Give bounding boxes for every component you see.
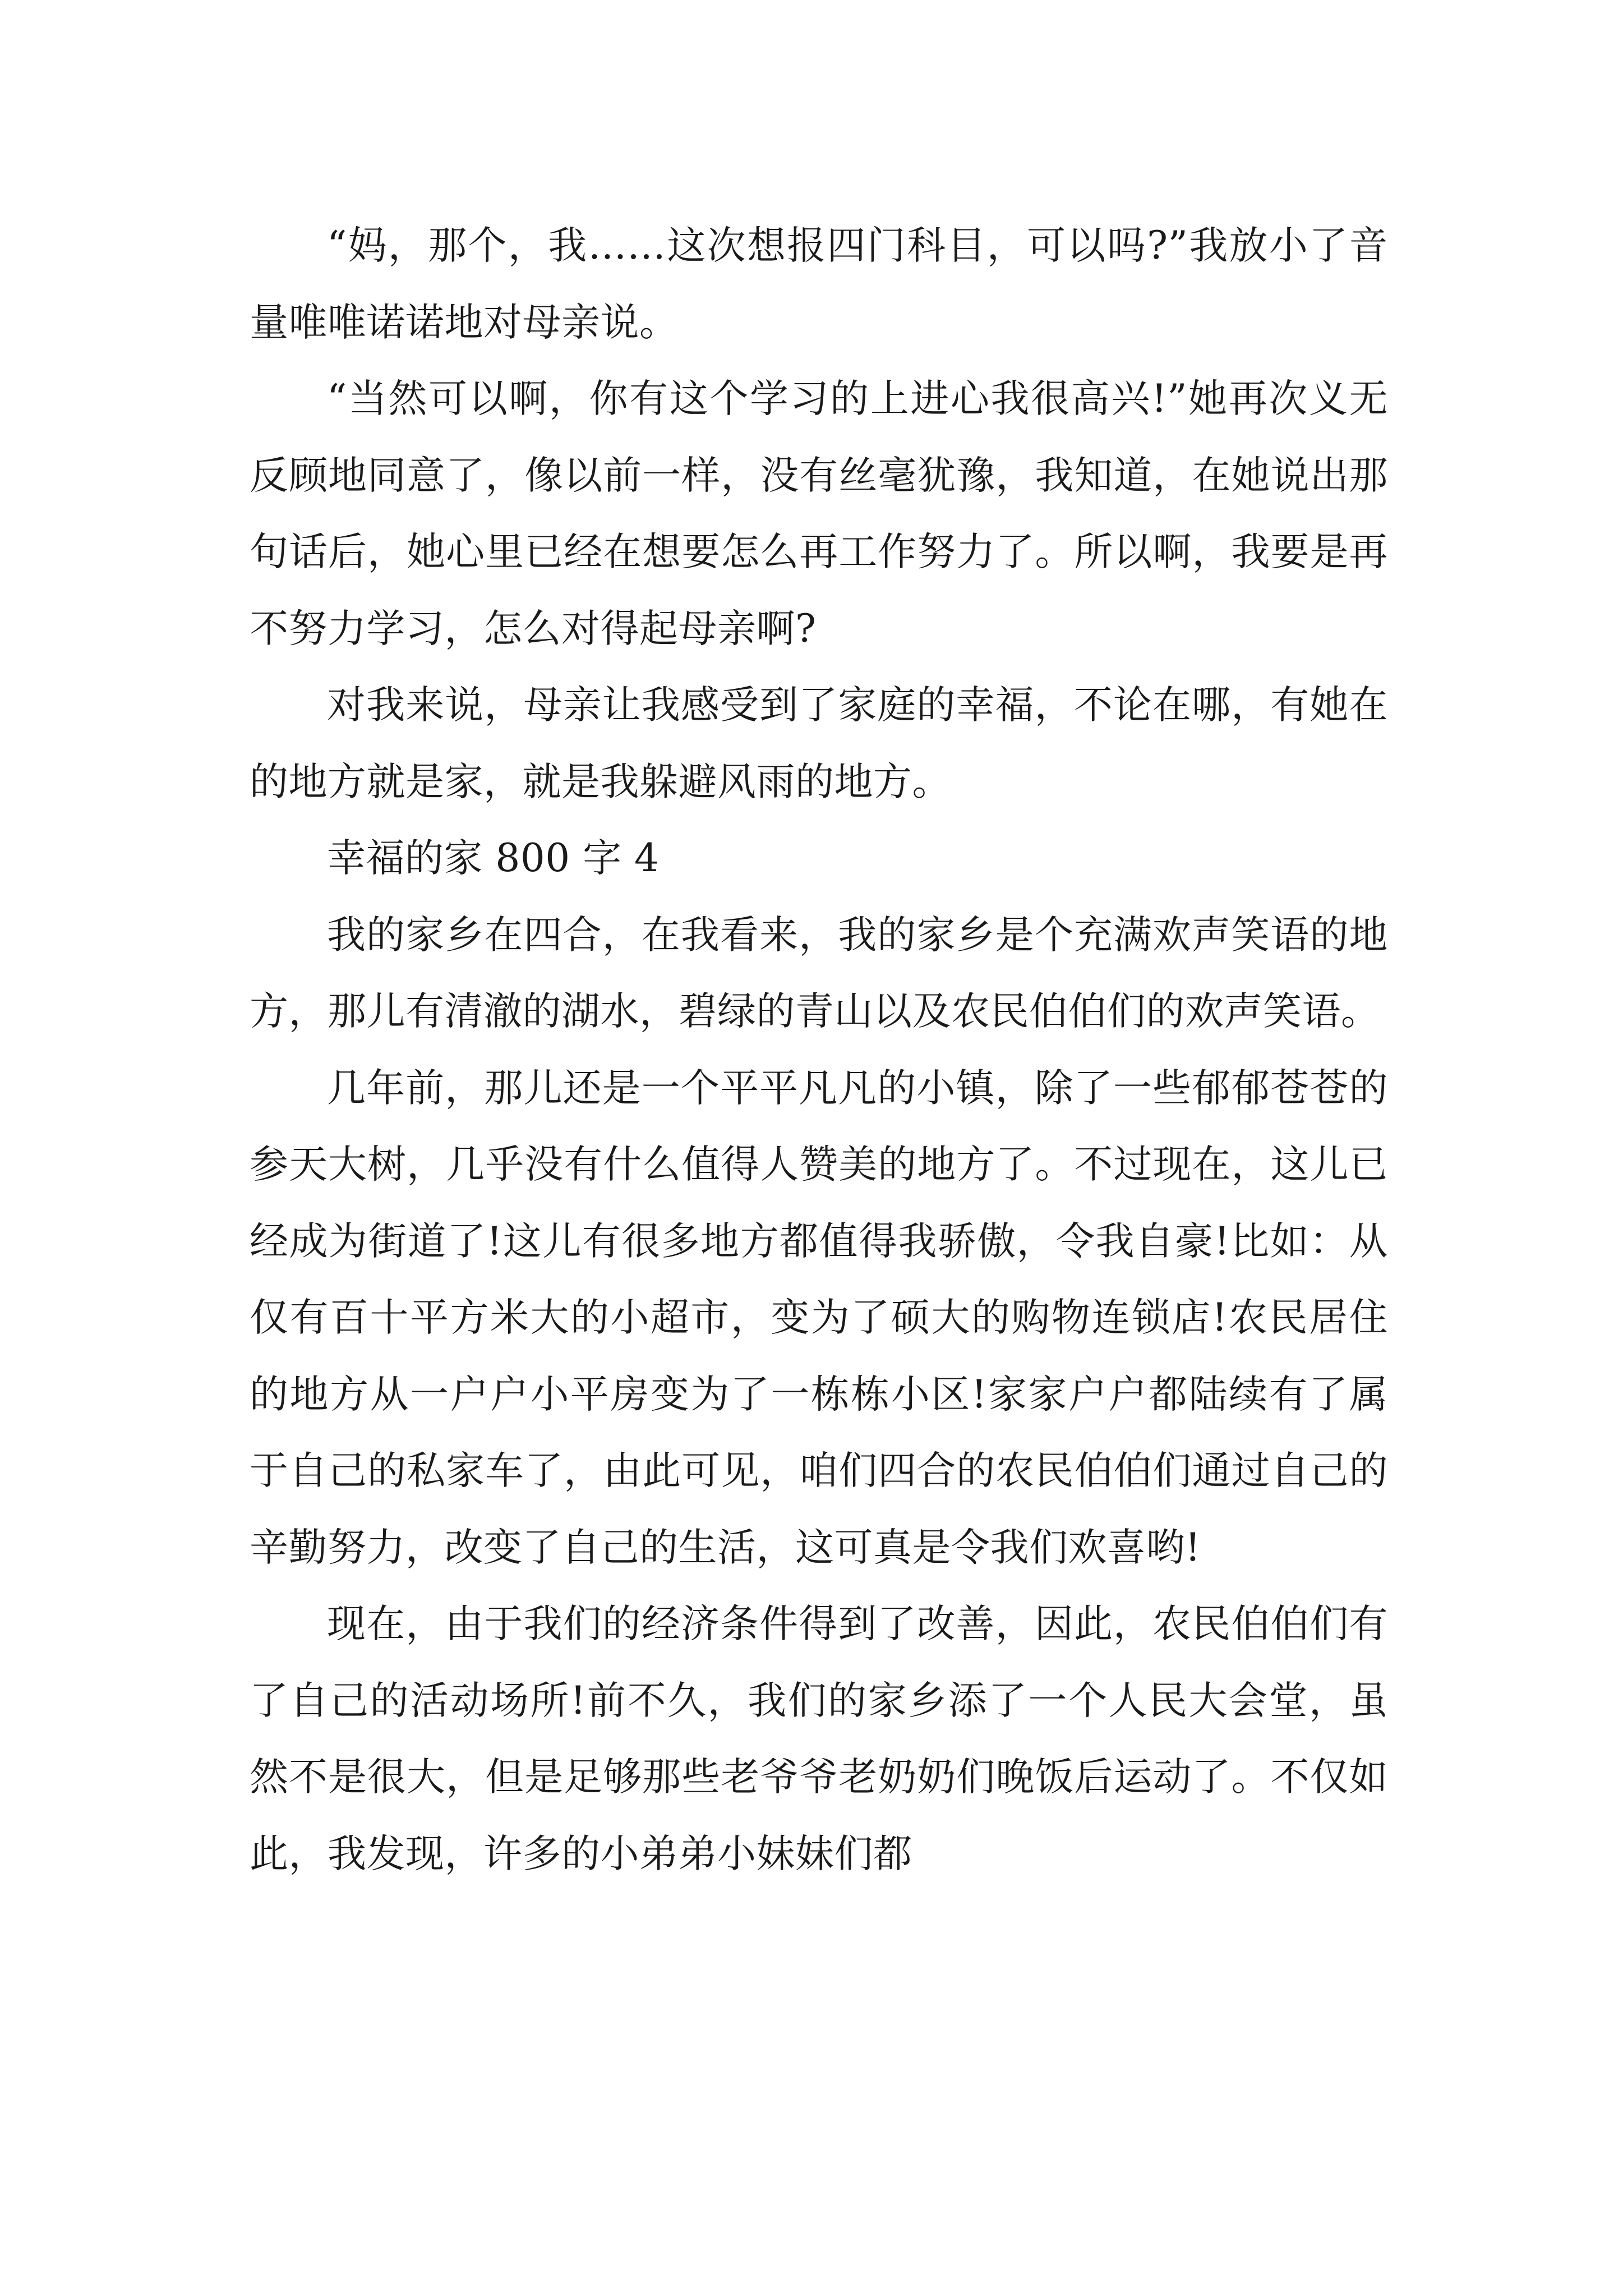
document-body <box>250 208 1388 1892</box>
paragraph: 几年前，那儿还是一个平平凡凡的小镇，除了一些郁郁苍苍的参天大树，几乎没有什么值得人赞美的地方了。不过现在，这儿已经成为街道了!这儿有很多地方都值得我骄傲，令我自豪!比如：从仅有百十平方米大的小超市，变为了硕大的购物连锁店!农民居住的地方从一户户小平房变为了一栋栋小区!家家户户都陆续有了属于自己的私家车了，由此可见，咱们四合的农民伯伯们通过自己的辛勤努力，改变了自己的生活，这可真是令我们欢喜哟! <box>250 1065 1388 1570</box>
paragraph: 我的家乡在四合，在我看来，我的家乡是个充满欢声笑语的地方，那儿有清澈的湖水，碧绿的青山以及农民伯伯们的欢声笑语。 <box>250 912 1388 1034</box>
paragraph: “当然可以啊，你有这个学习的上进心我很高兴!”她再次义无反顾地同意了，像以前一样，没有丝毫犹豫，我知道，在她说出那句话后，她心里已经在想要怎么再工作努力了。所以啊，我要是再不努力学习，怎么对得起母亲啊? <box>250 376 1388 651</box>
paragraph: 现在，由于我们的经济条件得到了改善，因此，农民伯伯们有了自己的活动场所!前不久，我们的家乡添了一个人民大会堂，虽然不是很大，但是足够那些老爷爷老奶奶们晚饭后运动了。不仅如此，我发现，许多的小弟弟小妹妹们都 <box>250 1602 1388 1876</box>
paragraph: 对我来说，母亲让我感受到了家庭的幸福，不论在哪，有她在的地方就是家，就是我躲避风雨的地方。 <box>250 683 1388 804</box>
section-heading: 幸福的家 800 字 4 <box>327 836 660 881</box>
paragraph: “妈，那个，我……这次想报四门科目，可以吗?”我放小了音量唯唯诺诺地对母亲说。 <box>250 223 1388 345</box>
